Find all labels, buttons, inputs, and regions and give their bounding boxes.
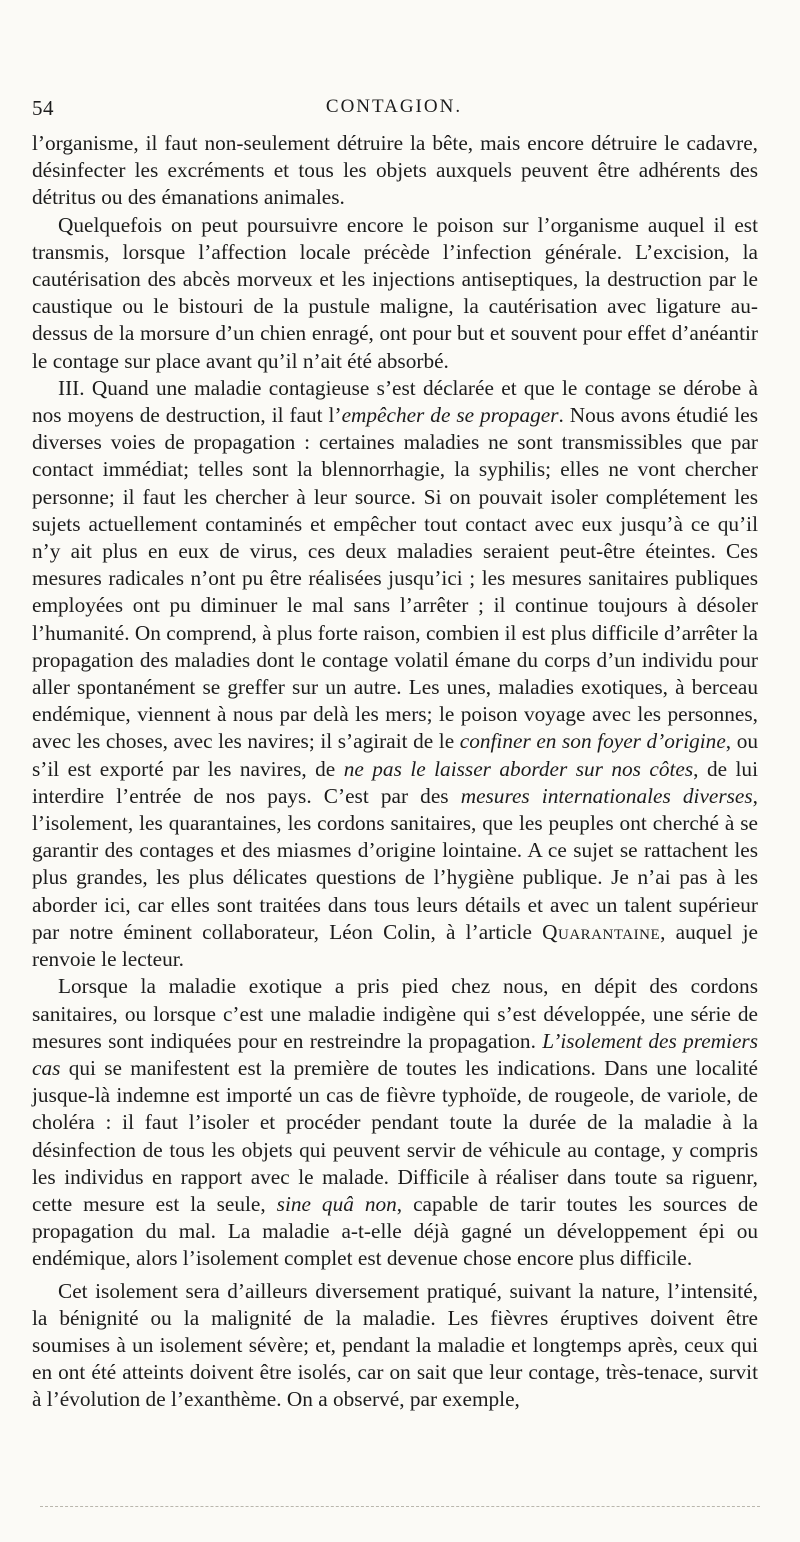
running-title: CONTAGION. xyxy=(325,96,463,117)
text-run: , ou s’il est exporté par les navires, de xyxy=(32,729,758,781)
body-text xyxy=(32,130,758,1414)
text-run: Lorsque la maladie exotique a pris pied chez nous, en dépit des cordons sanitaires, ou lorsque c’est une maladie indigène qui s’est développée, une série de mesures sont indiquées pour en restreindre la propagation. xyxy=(32,974,758,1053)
text-run: , de lui interdire l’entrée de nos pays. C’est par des xyxy=(32,756,758,808)
page-number: 54 xyxy=(32,96,54,120)
paragraph xyxy=(32,1278,758,1414)
paragraph xyxy=(32,130,758,212)
footer-rule xyxy=(40,1506,760,1507)
italic-phrase: sine quâ non xyxy=(276,1191,397,1216)
text-run: Cet isolement sera d’ailleurs diversement pratiqué, suivant la nature, l’intensité, la bénignité ou la malignité de la maladie. Les fièvres éruptives doivent être soumises à un isolement sévère; et, pendant la maladie et longtemps après, ceux qui en ont été atteints doivent être isolés, car on sait que leur contage, très-tenace, survit à l’évolution de l’exanthème. On a observé, par exemple, xyxy=(32,1278,758,1412)
paragraph xyxy=(32,375,758,973)
text-run: . Nous avons étudié les diverses voies de propagation : certaines maladies ne sont transmissibles que par contact immédiat; telles sont la blennorrhagie, la syphilis; elles ne vont chercher personne; il faut les chercher à leur source. Si on pouvait isoler complétement les sujets actuellement contaminés et empêcher tout contact avec eux jusqu’à ce qu’il n’y ait plus en eux de virus, ces deux maladies seraient peut-être éteintes. Ces mesures radicales n’ont pu être réalisées jusqu’ici ; les mesures sanitaires publiques employées ont pu diminuer le mal sans l’arrêter ; il continue toujours à désoler l’humanité. On comprend, à plus forte raison, combien il est plus difficile d’arrêter la propagation des maladies dont le contage volatil émane du corps d’un individu pour aller spontanément se greffer sur un autre. Les unes, maladies exotiques, à berceau endémique, viennent à nous par delà les mers; le poison voyage avec les personnes, avec les choses, avec les navires; il s’agirait de le xyxy=(32,403,758,754)
italic-phrase: empêcher de se propager xyxy=(341,403,559,428)
text-run: III. Quand une maladie contagieuse s’est déclarée et que le contage se dérobe à nos moyens de destruction, il faut l’ xyxy=(32,375,758,428)
text-run: , l’isolement, les quarantaines, les cordons sanitaires, que les peuples ont cherché à se garantir des contages et des miasmes d’origine lointaine. A ce sujet se rattachent les plus grandes, les plus délicates questions de l’hygiène publique. Je n’ai pas à les aborder ici, car elles sont traitées dans tous leurs détails et avec un talent supérieur par notre éminent collaborateur, Léon Colin, à l’article xyxy=(32,783,758,944)
paragraph xyxy=(32,973,758,1272)
paragraph xyxy=(32,212,758,375)
text-run: , capable de tarir toutes les sources de propagation du mal. La maladie a-t-elle déjà gagné un développement épi ou endémique, alors l’isolement complet est devenue chose encore plus difficile. xyxy=(32,1191,758,1271)
italic-phrase: confiner en son foyer d’origine xyxy=(459,729,726,754)
italic-phrase: L’isolement des premiers cas xyxy=(32,1028,758,1080)
text-run: qui se manifestent est la première de toutes les indications. Dans une localité jusque-là indemne est importé un cas de fièvre typhoïde, de rougeole, de variole, de choléra : il faut l’isoler et procéder pendant toute la durée de la maladie à la désinfection de tous les objets qui peuvent servir de véhicule au contage, y compris les individus en rapport avec le malade. Difficile à réaliser dans toute sa riguenr, cette mesure est la seule, xyxy=(32,1055,758,1216)
italic-phrase: mesures internationales diverses xyxy=(460,783,753,808)
text-run: l’organisme, il faut non-seulement détruire la bête, mais encore détruire le cadavre, désinfecter les excréments et tous les objets auxquels peuvent être adhérents des détritus ou des émanations animales. xyxy=(32,131,758,210)
page-header xyxy=(32,96,756,126)
italic-phrase: ne pas le laisser aborder sur nos côtes xyxy=(343,756,694,781)
text-run: , auquel je renvoie le lecteur. xyxy=(32,919,758,972)
small-caps-phrase: Quarantaine xyxy=(542,919,661,944)
text-run: Quelquefois on peut poursuivre encore le poison sur l’organisme auquel il est transmis, lorsque l’affection locale précède l’infection générale. L’excision, la cautérisation des abcès morveux et les injections antiseptiques, la destruction par le caustique ou le bistouri de la pustule maligne, la cautérisation avec ligature au-dessus de la morsure d’un chien enragé, ont pour but et souvent pour effet d’anéantir le contage sur place avant qu’il n’ait été absorbé. xyxy=(32,212,758,373)
